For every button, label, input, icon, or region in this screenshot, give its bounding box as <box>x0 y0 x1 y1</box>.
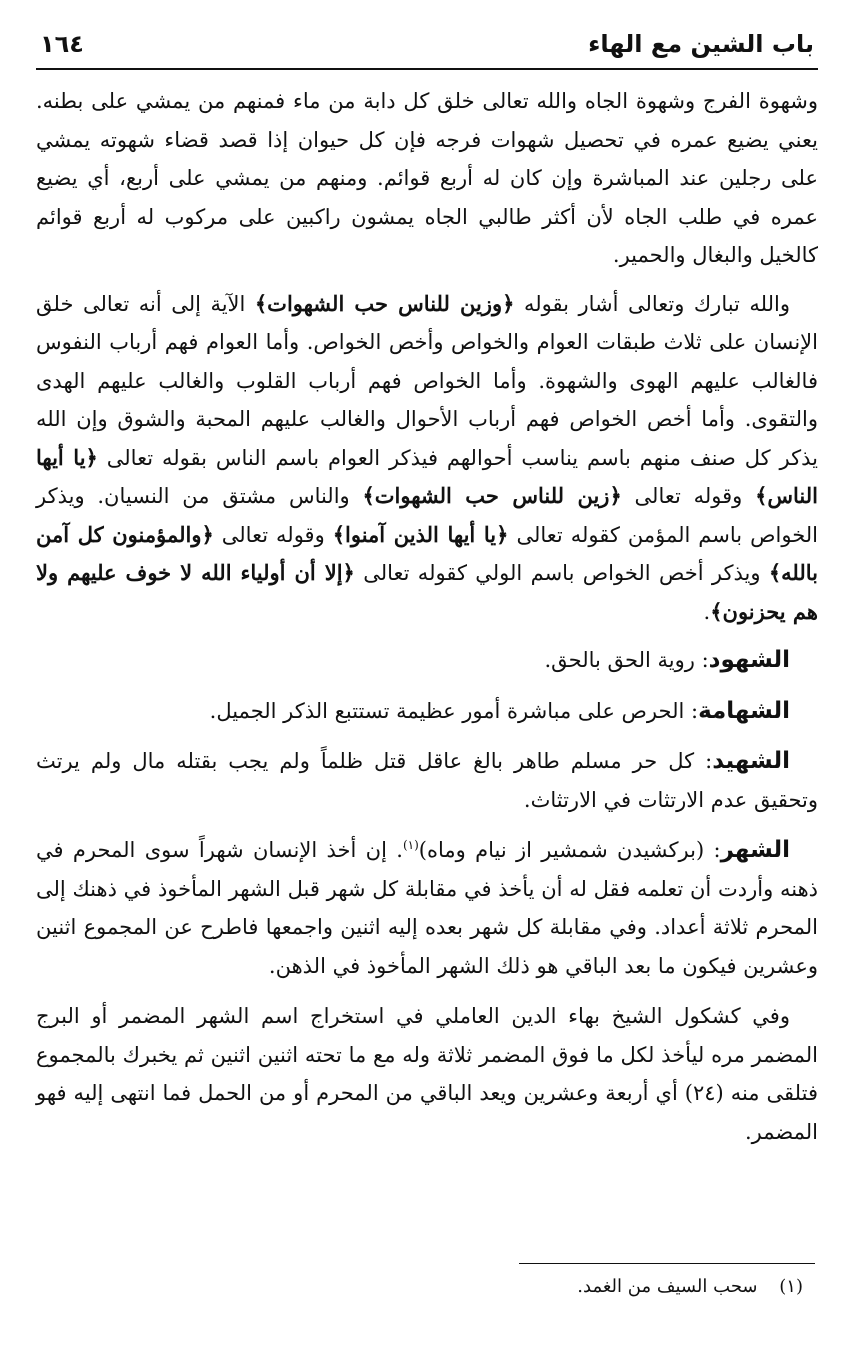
quran-quote: ﴿إلا أن أولياء الله لا خوف عليهم ولا هم يحزنون﴾ <box>36 560 818 624</box>
paragraph-last: وفي كشكول الشيخ بهاء الدين العاملي في استخراج اسم الشهر المضمر أو البرج المضمر مره ليأخذ لكل ما فوق المضمر ثلاثة وله مع ما تحته اثنين اثنين ثم يخبرك بالمجموع فتلقى منه (٢٤) أي أربعة وعشرين ويعد الباقي من المحرم أو من الحمل فما انتهى إليه فهو المضمر. <box>36 1004 818 1144</box>
text-run: ويذكر أخص الخواص باسم الولي كقوله تعالى <box>354 561 769 585</box>
definition-text: : الحرص على مباشرة أمور عظيمة تستتبع الذكر الجميل. <box>209 698 699 723</box>
term-shahama: الشهامة <box>698 697 790 724</box>
page-number: ١٦٤ <box>40 30 84 58</box>
page <box>36 30 818 1161</box>
footnote-divider <box>519 1263 815 1264</box>
page-body <box>36 82 818 1151</box>
footnote <box>577 1276 803 1297</box>
chapter-title: باب الشين مع الهاء <box>588 30 814 58</box>
definition-text: : (بركشيدن شمشير از نيام وماه) <box>418 838 721 862</box>
quran-quote: ﴿والمؤمنون كل آمن بالله﴾ <box>36 521 818 585</box>
footnote-text: سحب السيف من الغمد. <box>577 1276 758 1297</box>
quran-quote: ﴿زين للناس حب الشهوات﴾ <box>362 483 622 508</box>
definition-text: : روية الحق بالحق. <box>544 648 709 672</box>
text-run: وقوله تعالى <box>621 484 756 508</box>
text-run: الآية إلى أنه تعالى خلق الإنسان على ثلاث طبقات العوام والخواص وأخص الخواص. وأما العوام فهم أرباب النفوس فالغالب عليهم الهوى والشهوة. وأما الخواص فهم أرباب القلوب والغالب عليهم الهدى والتقوى. وأما أخص الخواص فهم أرباب الأحوال والغالب عليهم المحبة والشوق وإن الله يذكر كل صنف منهم باسم يناسب أحوالهم فيذكر العوام باسم الناس بقوله تعالى <box>36 291 818 470</box>
quran-quote: ﴿يا أيها الناس﴾ <box>36 444 819 508</box>
definition-shahid <box>36 742 818 819</box>
text-run: والله تبارك وتعالى أشار بقوله <box>514 291 790 316</box>
definition-text: : كل حر مسلم طاهر بالغ عاقل قتل ظلماً ولم يجب بقتله مال ولم يرتث وتحقيق عدم الارتثات في الارتثاث. <box>36 749 818 812</box>
text-run: والناس مشتق من النسيان. ويذكر الخواص باسم المؤمن كقوله تعالى <box>36 484 818 547</box>
term-shuhud: الشهود <box>708 647 790 673</box>
definition-text: . إن أخذ الإنسان شهراً سوى المحرم في ذهنه وأردت أن تعلمه فقل له أن يأخذ في مقابلة كل شهر قبل الشهر المأخوذ في ذهنك إلى المحرم ثلاثة أعداد. وفي مقابلة كل شهر بعده إليه اثنين واجمعها فاطرح عن المجموع اثنين وعشرين فيكون ما بعد الباقي هو ذلك الشهر المأخوذ في الذهن. <box>36 838 818 978</box>
text-run: وقوله تعالى <box>213 522 333 547</box>
paragraph-2 <box>36 285 818 632</box>
footnote-marker[interactable]: (١) <box>402 838 419 852</box>
term-shahr: الشهر <box>720 837 790 863</box>
definition-shahr <box>36 831 818 985</box>
paragraph-1: وشهوة الفرج وشهوة الجاه والله تعالى خلق كل دابة من ماء فمنهم من يمشي على بطنه. يعني يضيع عمره في تحصيل شهوات فرجه فإن كل حيوان إذا قصد قضاء شهوته يمشي على رجلين عند المباشرة وإن كان له أربع قوائم. ومنهم من يمشي على أربع، أي يضيع عمره في طلب الجاه لأن أكثر طالبي الجاه يمشون راكبين على مركوب له أربع قوائم كالخيل والبغال والحمير. <box>36 89 818 267</box>
definition-shahama <box>36 692 818 731</box>
quran-quote: ﴿يا أيها الذين آمنوا﴾ <box>332 521 509 547</box>
term-shahid: الشهيد <box>712 748 790 774</box>
text-run: . <box>703 599 711 624</box>
footnote-number: (١) <box>779 1276 803 1297</box>
quran-quote: ﴿وزين للناس حب الشهوات﴾ <box>254 290 515 316</box>
running-header <box>36 30 818 70</box>
definition-shuhud <box>36 641 818 680</box>
